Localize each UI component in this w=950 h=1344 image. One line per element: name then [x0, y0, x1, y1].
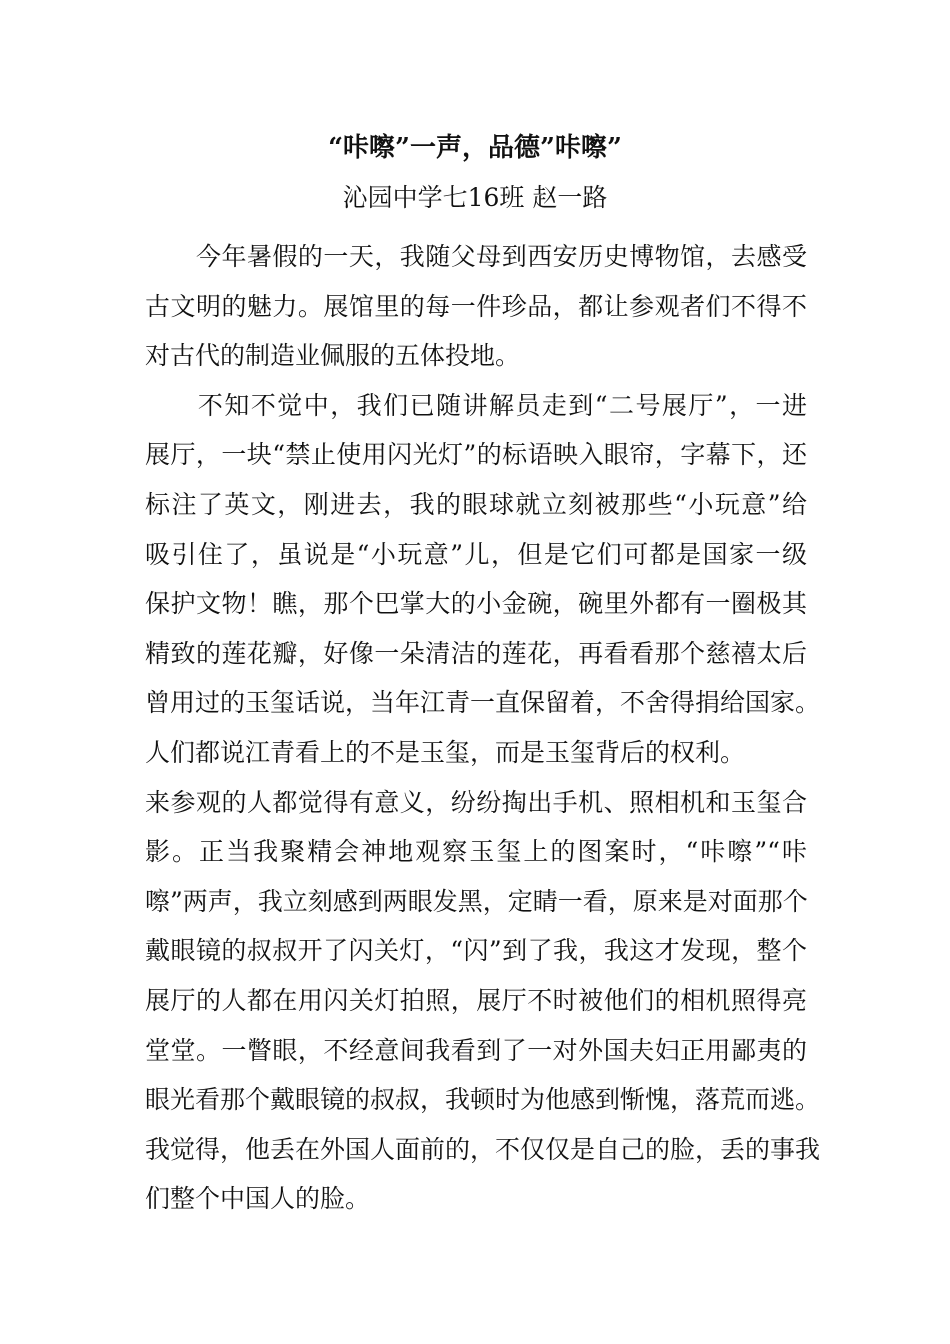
text-line: 我觉得，他丢在外国人面前的，不仅仅是自己的脸，丢的事我 — [145, 1134, 821, 1164]
text-line: 展厅，一块“禁止使用闪光灯”的标语映入眼帘，字幕下，还 — [145, 440, 807, 470]
text-line: 吸引住了，虽说是“小玩意”儿，但是它们可都是国家一级 — [145, 539, 807, 569]
text-line: 们整个中国人的脸。 — [145, 1184, 371, 1214]
text-line: 精致的莲花瓣，好像一朵清洁的莲花，再看看那个慈禧太后 — [145, 638, 807, 668]
text-line: 戴眼镜的叔叔开了闪关灯，“闪”到了我，我这才发现，整个 — [145, 936, 807, 966]
text-line: 堂堂。一瞥眼，不经意间我看到了一对外国夫妇正用鄙夷的 — [145, 1035, 807, 1065]
text-line: 对古代的制造业佩服的五体投地。 — [145, 341, 521, 371]
essay-body — [145, 232, 821, 1224]
text-line: 标注了英文，刚进去，我的眼球就立刻被那些“小玩意”给 — [145, 489, 807, 519]
text-line: 影。正当我聚精会神地观察玉玺上的图案时，“咔嚓”“咔 — [145, 837, 807, 867]
text-line: 嚓”两声，我立刻感到两眼发黑，定睛一看，原来是对面那个 — [145, 886, 808, 916]
document-title: “咔嚓”一声，品德”咔嚓” — [328, 133, 622, 163]
text-line: 眼光看那个戴眼镜的叔叔，我顿时为他感到惭愧，落荒而逃。 — [145, 1085, 821, 1115]
text-line: 展厅的人都在用闪关灯拍照，展厅不时被他们的相机照得亮 — [145, 985, 807, 1015]
text-line: 不知不觉中，我们已随讲解员走到“二号展厅”，一进 — [145, 390, 807, 420]
text-line: 保护文物！瞧，那个巴掌大的小金碗，碗里外都有一圈极其 — [145, 589, 807, 619]
text-line: 来参观的人都觉得有意义，纷纷掏出手机、照相机和玉玺合 — [145, 787, 807, 817]
text-line: 今年暑假的一天，我随父母到西安历史博物馆，去感受 — [145, 242, 807, 271]
text-line: 人们都说江青看上的不是玉玺，而是玉玺背后的权利。 — [145, 737, 746, 767]
text-line: 曾用过的玉玺话说，当年江青一直保留着，不舍得捐给国家。 — [145, 688, 821, 718]
text-line: 古文明的魅力。展馆里的每一件珍品，都让参观者们不得不 — [145, 291, 807, 321]
author-byline: 沁园中学七16班 赵一路 — [342, 183, 608, 212]
